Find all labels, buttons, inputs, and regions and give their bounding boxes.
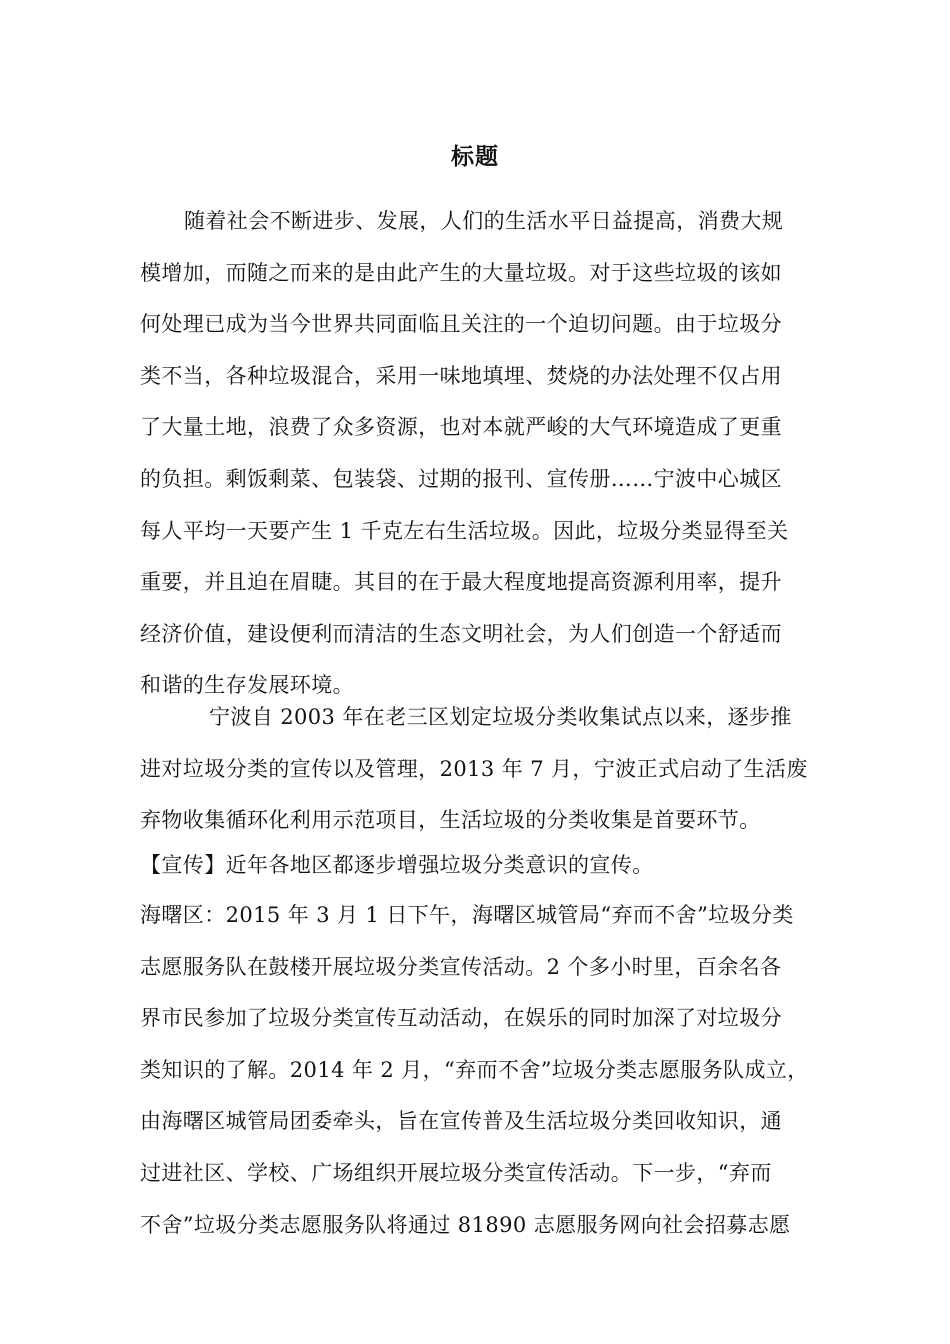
paragraph-ningbo-history [140, 692, 830, 847]
text-line: 重要，并且迫在眉睫。其目的在于最大程度地提高资源利用率，提升 [140, 570, 782, 595]
text-line: 宁波自 2003 年在老三区划定垃圾分类收集试点以来，逐步推 [209, 705, 792, 729]
paragraph-intro [140, 196, 830, 712]
text-line: 过进社区、学校、广场组织开展垃圾分类宣传活动。下一步，“弃而 [140, 1160, 772, 1185]
text-line: 海曙区：2015 年 3 月 1 日下午，海曙区城管局“弃而不舍”垃圾分类 [140, 903, 794, 927]
text-line: 【宣传】近年各地区都逐步增强垃圾分类意识的宣传。 [140, 853, 654, 877]
text-line: 进对垃圾分类的宣传以及管理，2013 年 7 月，宁波正式启动了生活废 [140, 756, 808, 781]
paragraph-publicity-heading [140, 840, 830, 892]
text-line: 类知识的了解。2014 年 2 月，“弃而不舍”垃圾分类志愿服务队成立， [140, 1057, 809, 1082]
text-line: 不舍”垃圾分类志愿服务队将通过 81890 志愿服务网向社会招募志愿 [140, 1212, 791, 1237]
text-line: 何处理已成为当今世界共同面临且关注的一个迫切问题。由于垃圾分 [140, 312, 782, 337]
text-line: 由海曙区城管局团委牵头，旨在宣传普及生活垃圾分类回收知识，通 [140, 1109, 782, 1134]
text-line: 弃物收集循环化利用示范项目，生活垃圾的分类收集是首要环节。 [140, 808, 761, 833]
text-line: 类不当，各种垃圾混合，采用一味地填埋、焚烧的办法处理不仅占用 [140, 363, 782, 388]
text-line: 模增加，而随之而来的是由此产生的大量垃圾。对于这些垃圾的该如 [140, 260, 782, 285]
text-line: 了大量土地，浪费了众多资源，也对本就严峻的大气环境造成了更重 [140, 415, 782, 440]
text-line: 志愿服务队在鼓楼开展垃圾分类宣传活动。2 个多小时里，百余名各 [140, 954, 782, 979]
text-line: 经济价值，建设便利而清洁的生态文明社会，为人们创造一个舒适而 [140, 621, 782, 646]
text-line: 和谐的生存发展环境。 [140, 673, 354, 698]
text-line: 界市民参加了垃圾分类宣传互动活动，在娱乐的同时加深了对垃圾分 [140, 1006, 782, 1031]
text-line: 每人平均一天要产生 1 千克左右生活垃圾。因此，垃圾分类显得至关 [140, 518, 789, 543]
document-title: 标题 [451, 144, 499, 170]
text-line: 的负担。剩饭剩菜、包装袋、过期的报刊、宣传册……宁波中心城区 [140, 466, 782, 491]
text-line: 随着社会不断进步、发展，人们的生活水平日益提高，消费大规 [184, 209, 784, 233]
paragraph-haishu [140, 890, 830, 1251]
